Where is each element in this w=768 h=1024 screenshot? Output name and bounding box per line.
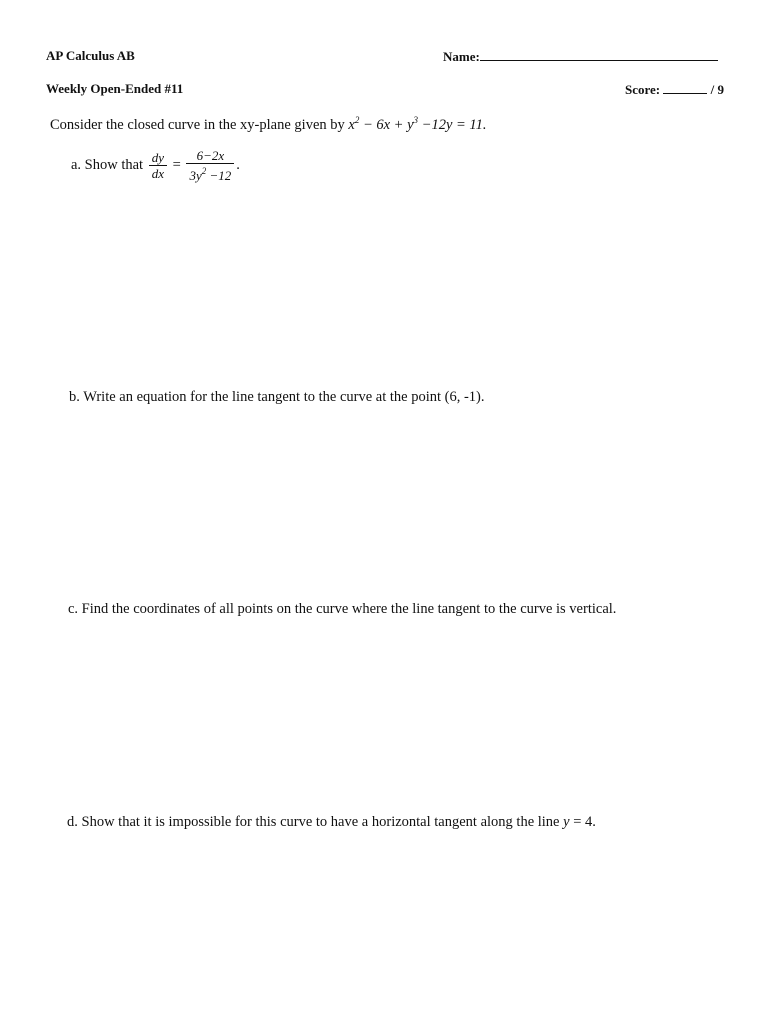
question-d-text: d. Show that it is impossible for this curve to have a horizontal tangent along the line [67, 814, 560, 830]
question-a [71, 148, 240, 183]
course-title: AP Calculus AB [46, 48, 135, 63]
assignment-title: Weekly Open-Ended #11 [46, 81, 184, 96]
score-total: / 9 [710, 82, 725, 97]
question-d-tail: = 4. [569, 814, 596, 830]
name-blank-line[interactable] [480, 48, 718, 61]
equals-sign: = [172, 157, 181, 173]
derivative-lhs: $\frac{dy}{dx}$ [149, 150, 167, 181]
question-b: b. Write an equation for the line tangent to the curve at the point (6, -1). [69, 389, 485, 405]
derivative-rhs: $\frac{6-2x}{3y^2 -12}$ [186, 148, 234, 183]
curve-prompt [50, 115, 486, 134]
score-blank-line[interactable] [663, 81, 707, 94]
name-field[interactable] [443, 48, 718, 65]
score-label: Score: [625, 82, 661, 97]
question-c: c. Find the coordinates of all points on the curve where the line tangent to the curve is vertical. [68, 601, 617, 617]
curve-equation: $x^2 - 6x + y^3 -12y = 11$. [348, 115, 487, 133]
question-a-prefix: a. Show that [71, 157, 144, 173]
question-d-variable: y [563, 814, 570, 830]
question-a-period: . [236, 157, 240, 173]
prompt-text: Consider the closed curve in the xy-plane given by [50, 117, 345, 133]
score-field[interactable] [625, 81, 724, 98]
question-d [67, 814, 596, 831]
name-label: Name: [443, 49, 480, 64]
